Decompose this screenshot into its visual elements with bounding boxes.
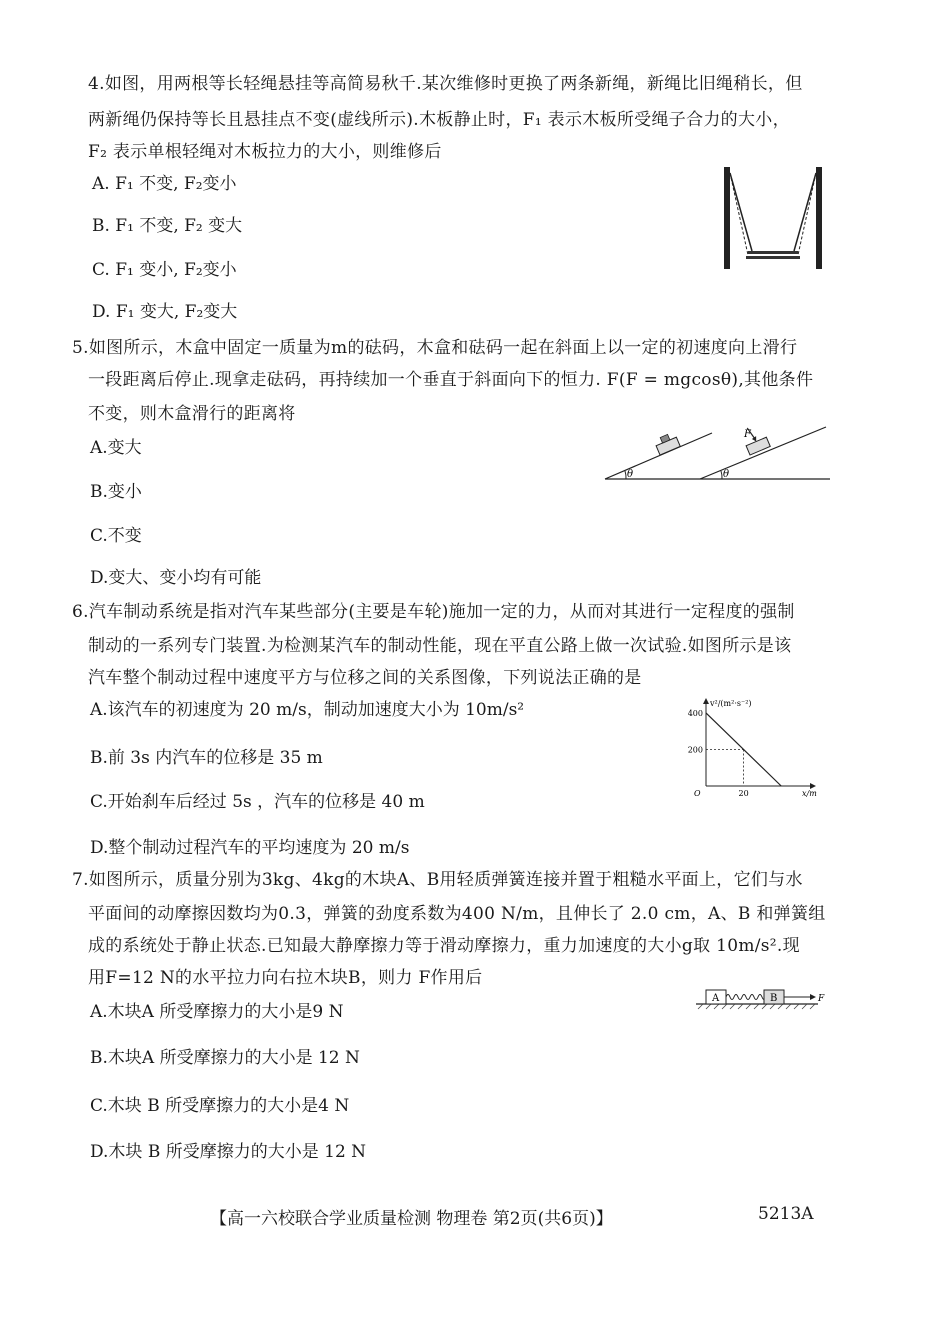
block-a-label: A	[712, 993, 720, 1004]
x-tick-label-20: 20	[738, 789, 749, 798]
force-f-label: F	[818, 994, 825, 1004]
q4-stem-line-2: 两新绳仍保持等长且悬挂点不变(虚线所示).木板静止时，F₁ 表示木板所受绳子合力的大小，	[88, 110, 790, 130]
page-footer: 【高一六校联合学业质量检测 物理卷 第2页(共6页)】	[210, 1209, 613, 1229]
q7-stem-line-3: 成的系统处于静止状态.已知最大静摩擦力等于滑动摩擦力，重力加速度的大小g取 10m/s².现	[88, 936, 800, 956]
swing-figure	[718, 165, 828, 275]
theta-label-left: θ	[627, 469, 634, 480]
y-tick-label-200: 200	[687, 745, 703, 755]
q5-stem-line-2: 一段距离后停止.现拿走砝码，再持续加一个垂直于斜面向下的恒力. F(F = mgcosθ),其他条件	[88, 370, 814, 390]
q7-stem-line-4: 用F=12 N的水平拉力向右拉木块B，则力 F作用后	[88, 968, 483, 988]
q5-option-d: D.变大、变小均有可能	[90, 568, 262, 588]
v2-x-chart	[686, 696, 818, 804]
q6-stem-line-1: 6.汽车制动系统是指对汽车某些部分(主要是车轮)施加一定的力，从而对其进行一定程度的强制	[72, 602, 795, 622]
block-b-label: B	[770, 993, 778, 1004]
q7-option-d: D.木块 B 所受摩擦力的大小是 12 N	[90, 1142, 367, 1162]
force-label: F	[744, 429, 751, 440]
q6-option-c: C.开始刹车后经过 5s ，汽车的位移是 40 m	[90, 792, 425, 812]
q5-option-c: C.不变	[90, 526, 142, 546]
q7-option-c: C.木块 B 所受摩擦力的大小是4 N	[90, 1096, 350, 1116]
q5-option-b: B.变小	[90, 482, 142, 502]
q6-option-d: D.整个制动过程汽车的平均速度为 20 m/s	[90, 838, 410, 858]
y-tick-label-400: 400	[687, 708, 703, 718]
origin-label: O	[694, 789, 701, 798]
paper-code: 5213A	[758, 1204, 814, 1224]
incline-figure	[600, 425, 840, 485]
q7-stem-line-2: 平面间的动摩擦因数均为0.3，弹簧的劲度系数为400 N/m，且伸长了 2.0 cm，A、B 和弹簧组	[88, 904, 826, 924]
q4-stem-line-1: 4.如图，用两根等长轻绳悬挂等高简易秋千.某次维修时更换了两条新绳，新绳比旧绳稍长，但	[88, 74, 803, 94]
q4-option-b: B. F₁ 不变, F₂ 变大	[92, 216, 243, 236]
q6-option-a: A.该汽车的初速度为 20 m/s，制动加速度大小为 10m/s²	[90, 700, 525, 720]
q5-option-a: A.变大	[90, 438, 142, 458]
q7-stem-line-1: 7.如图所示，质量分别为3kg、4kg的木块A、B用轻质弹簧连接并置于粗糙水平面上，它们与水	[72, 870, 803, 890]
theta-label-right: θ	[723, 469, 730, 480]
q4-option-a: A. F₁ 不变, F₂变小	[92, 174, 237, 194]
y-axis-arrow	[703, 698, 709, 704]
q7-option-a: A.木块A 所受摩擦力的大小是9 N	[90, 1002, 344, 1022]
q5-stem-line-3: 不变，则木盒滑行的距离将	[88, 404, 296, 424]
q6-stem-line-3: 汽车整个制动过程中速度平方与位移之间的关系图像，下列说法正确的是	[88, 668, 642, 688]
spring-blocks-figure	[694, 982, 832, 1012]
q4-option-c: C. F₁ 变小, F₂变小	[92, 260, 237, 280]
q6-stem-line-2: 制动的一系列专门装置.为检测某汽车的制动性能，现在平直公路上做一次试验.如图所示是该	[88, 636, 792, 656]
q7-option-b: B.木块A 所受摩擦力的大小是 12 N	[90, 1048, 360, 1068]
q6-option-b: B.前 3s 内汽车的位移是 35 m	[90, 748, 323, 768]
q5-stem-line-1: 5.如图所示，木盒中固定一质量为m的砝码，木盒和砝码一起在斜面上以一定的初速度向上滑行	[72, 338, 798, 358]
x-axis-label: x/m	[802, 789, 817, 798]
q4-option-d: D. F₁ 变大, F₂变大	[92, 302, 238, 322]
y-axis-label: v²/(m²·s⁻²)	[710, 699, 752, 708]
q4-stem-line-3: F₂ 表示单根轻绳对木板拉力的大小，则维修后	[88, 142, 442, 162]
